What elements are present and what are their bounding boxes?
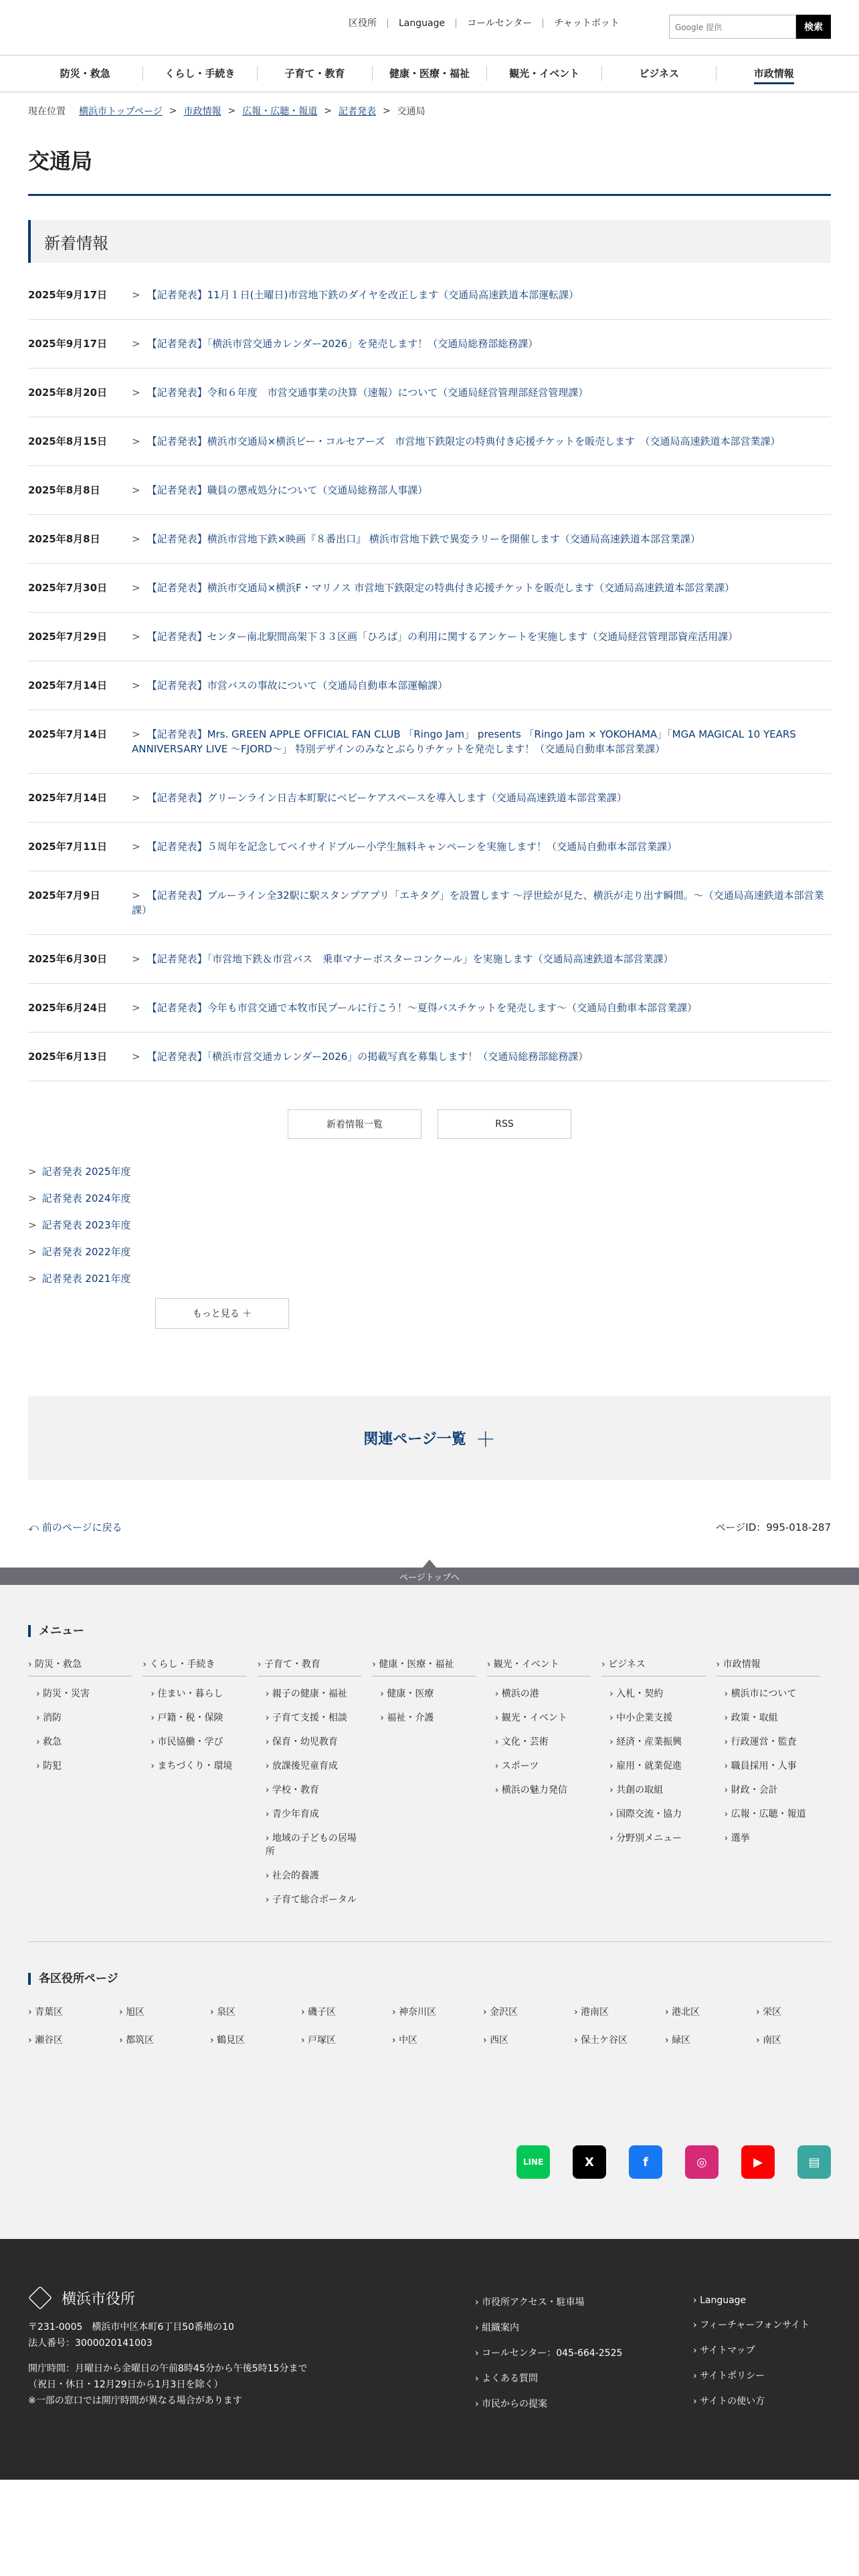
news-link[interactable]	[132, 336, 831, 351]
footer-menu-item[interactable]: › 分野別メニュー	[609, 1832, 705, 1845]
news-link[interactable]	[132, 288, 831, 302]
year-link-label: 記者発表 2021年度	[41, 1273, 131, 1285]
footer-menu-head[interactable]: › 市政情報	[717, 1657, 820, 1677]
footer-menu-column	[717, 1657, 831, 1907]
page-id: ページID：995-018-287	[715, 1521, 831, 1533]
news-link[interactable]	[132, 839, 831, 854]
news-date: 2025年7月14日	[28, 679, 108, 691]
footer-menu-column	[142, 1657, 257, 1907]
x-icon[interactable]: X	[573, 2145, 606, 2179]
news-row	[28, 417, 831, 466]
breadcrumb-label: 現在位置	[28, 106, 66, 117]
ward-link[interactable]: › 港北区	[665, 2005, 756, 2018]
footer-menu-item[interactable]: › 広報・広聴・報道	[725, 1808, 820, 1821]
arrow-icon: >	[132, 792, 140, 804]
footer-menu-item[interactable]: › 国際交流・協力	[609, 1808, 705, 1821]
news-row	[28, 368, 831, 417]
footer-menu-item[interactable]: › 防犯	[36, 1759, 132, 1773]
year-link[interactable]	[28, 1271, 831, 1285]
footer-menu-item[interactable]: › 健康・医療	[380, 1687, 476, 1701]
footer-menu-head[interactable]: › くらし・手続き	[142, 1657, 246, 1677]
news-date: 2025年6月24日	[28, 1002, 108, 1014]
back-bar	[28, 1520, 831, 1534]
footer-menu-head[interactable]: › ビジネス	[601, 1657, 705, 1677]
ward-link[interactable]: › 金沢区	[483, 2005, 574, 2018]
year-links	[28, 1164, 831, 1285]
footer-menu-item[interactable]: › 共創の取組	[609, 1784, 705, 1797]
news-row	[28, 271, 831, 320]
news-title: 【記者発表】Mrs. GREEN APPLE OFFICIAL FAN CLUB 「Ringo Jam」 presents 「Ringo Jam × YOKOHAMA」「MGA MAGICAL 10 YEARS ANNIVERSARY LIVE ～FJORD～」 特別デザインのみなとぶらりチケットを発売します！（交通局自動車本部営業課）	[132, 728, 796, 755]
news-row	[28, 613, 831, 661]
arrow-icon: >	[132, 484, 140, 496]
news-title: 【記者発表】令和６年度 市営交通事業の決算（速報）について（交通局経営管理部経営管理課）	[147, 387, 589, 399]
footer-links-2	[693, 2295, 809, 2420]
ward-link[interactable]: › 鶴見区	[210, 2033, 301, 2046]
breadcrumb-current: 交通局	[397, 106, 425, 117]
footer-menu-item[interactable]: › 地域の子どもの居場所	[266, 1832, 361, 1858]
news-row	[28, 564, 831, 613]
news-link[interactable]	[132, 434, 831, 449]
news-date: 2025年8月8日	[28, 484, 100, 496]
util-link-callcenter[interactable]: コールセンター	[456, 19, 543, 28]
news-row	[28, 661, 831, 710]
footer-menu-head[interactable]: › 子育て・教育	[258, 1657, 361, 1677]
footer-divider	[28, 1941, 831, 1942]
news-title: 【記者発表】今年も市営交通で本牧市民プールに行こう！～夏得バスチケットを発売します～（交通局自動車本部営業課）	[147, 1002, 698, 1014]
year-link[interactable]	[28, 1245, 831, 1259]
line-icon[interactable]: LINE	[516, 2145, 550, 2179]
search-placeholder: Google 提供	[675, 22, 723, 32]
footer-menu-item[interactable]: › 消防	[36, 1711, 132, 1725]
news-link[interactable]	[132, 1000, 831, 1015]
util-link-chatbot[interactable]: チャットボット	[543, 19, 630, 28]
news-date: 2025年9月17日	[28, 338, 108, 350]
year-link-label: 記者発表 2024年度	[41, 1192, 131, 1204]
ward-link[interactable]: › 戸塚区	[301, 2033, 392, 2046]
footer-link[interactable]: › サイトの使い方	[693, 2394, 809, 2407]
news-row	[28, 515, 831, 564]
plus-icon: ＋	[475, 1428, 496, 1452]
ward-link[interactable]: › 泉区	[210, 2005, 301, 2018]
global-nav	[0, 55, 859, 92]
news-index-button[interactable]: 新着情報一覧	[288, 1109, 421, 1139]
page-title: 交通局	[28, 144, 831, 196]
news-row	[28, 984, 831, 1033]
arrow-icon: >	[132, 582, 140, 594]
footer-menu-head[interactable]: › 防災・救急	[28, 1657, 132, 1677]
gnav-kurashi[interactable]: くらし・手続き	[142, 66, 258, 81]
ward-link[interactable]: › 旭区	[119, 2005, 210, 2018]
arrow-icon: >	[132, 1051, 140, 1063]
news-row	[28, 320, 831, 368]
ward-link[interactable]: › 青葉区	[28, 2005, 119, 2018]
footer-menu-item[interactable]: › スポーツ	[495, 1759, 591, 1773]
year-link[interactable]	[28, 1164, 831, 1178]
news-title: 【記者発表】「横浜市営交通カレンダー2026」の掲載写真を募集します！（交通局総務部総務課）	[147, 1051, 589, 1063]
sns-links	[28, 2145, 831, 2179]
news-list	[28, 271, 831, 1081]
footer-link[interactable]: › サイトポリシー	[693, 2369, 809, 2382]
arrow-icon: >	[132, 338, 140, 350]
news-title: 【記者発表】５周年を記念してベイサイドブルー小学生無料キャンペーンを実施します！（交通局自動車本部営業課）	[147, 841, 678, 853]
ward-link[interactable]: › 緑区	[665, 2033, 756, 2046]
footer-menu-head[interactable]: › 観光・イベント	[487, 1657, 591, 1677]
footer-menu-item[interactable]: › 防災・災害	[36, 1687, 132, 1701]
youtube-icon[interactable]: ▶	[741, 2145, 775, 2179]
footer-menu-item[interactable]: › 雇用・就業促進	[609, 1759, 705, 1773]
news-date: 2025年7月30日	[28, 582, 108, 594]
util-link-language[interactable]: Language	[387, 19, 456, 28]
arrow-icon: >	[132, 631, 140, 643]
footer-menu-item[interactable]: › 戸籍・税・保険	[151, 1711, 246, 1725]
news-row	[28, 466, 831, 515]
footer-menu-item[interactable]: › 市民協働・学び	[151, 1735, 246, 1749]
footer-menu-head[interactable]: › 健康・医療・福祉	[372, 1657, 476, 1677]
footer-menu-item[interactable]: › 中小企業支援	[609, 1711, 705, 1725]
news-title: 【記者発表】横浜市営地下鉄×映画『８番出口』 横浜市営地下鉄で異変ラリーを開催します（交通局高速鉄道本部営業課）	[147, 533, 700, 545]
footer-hours-1: 開庁時間：月曜日から金曜日の午前8時45分から午後5時15分まで	[28, 2363, 308, 2374]
ward-link[interactable]: › 南区	[756, 2033, 847, 2046]
breadcrumb-link-top[interactable]: 横浜市トップページ	[79, 106, 163, 117]
ward-link[interactable]: › 港南区	[574, 2005, 665, 2018]
ward-link[interactable]: › 中区	[392, 2033, 483, 2046]
footer-menu-area	[0, 1585, 859, 2239]
ward-heading: 各区役所ページ	[28, 1973, 831, 1985]
gnav-business[interactable]: ビジネス	[601, 66, 717, 81]
news-title: 【記者発表】11月１日(土曜日)市営地下鉄のダイヤを改正します（交通局高速鉄道本部運転課）	[147, 289, 579, 301]
site-footer	[0, 2239, 859, 2480]
news-buttons	[0, 1109, 859, 1139]
pagetop-area	[0, 1568, 859, 1585]
back-link[interactable]: ⤺ 前のページに戻る	[28, 1521, 122, 1533]
news-row	[28, 774, 831, 823]
footer-menu-item[interactable]: › 保育・幼児教育	[266, 1735, 361, 1749]
chevron-right-icon: >	[28, 1273, 37, 1285]
year-link-label: 記者発表 2025年度	[41, 1166, 131, 1178]
footer-menu-column	[28, 1657, 142, 1907]
footer-menu-item[interactable]: › 財政・会計	[725, 1784, 820, 1797]
news-title: 【記者発表】ブルーライン全32駅に駅スタンプアプリ「エキタグ」を設置します ～浮世絵が見た、横浜が走り出す瞬間。～（交通局高速鉄道本部営業課）	[132, 889, 824, 916]
news-link[interactable]	[132, 629, 831, 644]
footer-menu-item[interactable]: › 入札・契約	[609, 1687, 705, 1701]
news-title: 【記者発表】センター南北駅間高架下３３区画「ひろば」の利用に関するアンケートを実施します（交通局経営管理部資産活用課）	[147, 631, 739, 643]
site-header	[0, 0, 859, 55]
news-link[interactable]	[132, 1049, 831, 1064]
footer-menu-item[interactable]: › 子育て総合ポータル	[266, 1893, 361, 1907]
more-button[interactable]: もっと見る ＋	[155, 1298, 289, 1329]
news-link[interactable]	[132, 888, 831, 918]
chevron-right-icon: >	[28, 1246, 37, 1258]
footer-link[interactable]: › サイトマップ	[693, 2343, 809, 2357]
news-date: 2025年7月29日	[28, 631, 108, 643]
news-link[interactable]	[132, 678, 831, 693]
news-date: 2025年8月20日	[28, 387, 108, 399]
gnav-kenkou[interactable]: 健康・医療・福祉	[372, 66, 487, 81]
ward-grid	[28, 2005, 831, 2046]
year-link-label: 記者発表 2023年度	[41, 1219, 131, 1231]
news-link[interactable]	[132, 580, 831, 595]
arrow-icon: >	[132, 841, 140, 853]
news-link[interactable]	[132, 385, 831, 400]
news-link[interactable]	[132, 952, 831, 966]
arrow-icon: >	[132, 387, 140, 399]
news-date: 2025年7月9日	[28, 889, 100, 901]
related-label: 関連ページ一覧	[363, 1430, 466, 1448]
footer-links-1	[475, 2295, 622, 2422]
city-mark-icon	[28, 2286, 52, 2310]
news-row	[28, 871, 831, 935]
search-input[interactable]	[669, 15, 796, 39]
arrow-icon: >	[132, 289, 140, 301]
gnav-kosodate[interactable]: 子育て・教育	[257, 66, 372, 81]
footer-link[interactable]: › 組織案内	[475, 2321, 622, 2334]
site-logo[interactable]	[28, 13, 108, 40]
utility-links	[338, 19, 630, 28]
news-title: 【記者発表】横浜市交通局×横浜ビー・コルセアーズ 市営地下鉄限定の特典付き応援チケットを販売します （交通局高速鉄道本部営業課）	[147, 435, 781, 447]
footer-hours-2: （祝日・休日・12月29日から1月3日を除く）	[28, 2379, 223, 2390]
footer-menu-item[interactable]: › 住まい・暮らし	[151, 1687, 246, 1701]
year-link[interactable]	[28, 1191, 831, 1205]
news-link[interactable]	[132, 727, 831, 756]
news-link[interactable]	[132, 790, 831, 805]
arrow-icon: >	[132, 679, 140, 691]
news-link[interactable]	[132, 532, 831, 546]
news-title: 【記者発表】「横浜市営交通カレンダー2026」を発売します！（交通局総務部総務課）	[147, 338, 539, 350]
chevron-right-icon: >	[28, 1192, 37, 1204]
footer-menu-item[interactable]: › 選挙	[725, 1832, 820, 1845]
news-title: 【記者発表】横浜市交通局×横浜F・マリノス 市営地下鉄限定の特典付き応援チケットを販売します（交通局高速鉄道本部営業課）	[147, 582, 735, 594]
footer-address: 〒231-0005 横浜市中区本町6丁目50番地の10	[28, 2322, 234, 2333]
footer-menu-item[interactable]: › 観光・イベント	[495, 1711, 591, 1725]
news-date: 2025年9月17日	[28, 289, 108, 301]
chevron-right-icon: >	[28, 1219, 37, 1231]
footer-menu-item[interactable]: › 横浜市について	[725, 1687, 820, 1701]
util-link-ward[interactable]: 区役所	[349, 18, 377, 29]
footer-menu-item[interactable]: › 職員採用・人事	[725, 1759, 820, 1773]
footer-menu-item[interactable]: › 横浜の港	[495, 1687, 591, 1701]
gnav-shisei[interactable]: 市政情報	[716, 66, 831, 81]
footer-menu-item[interactable]: › 文化・芸術	[495, 1735, 591, 1749]
news-row	[28, 1033, 831, 1081]
footer-menu-column	[601, 1657, 716, 1907]
ward-link[interactable]: › 都筑区	[119, 2033, 210, 2046]
back-icon: ⤺	[28, 1521, 42, 1533]
footer-menu-item[interactable]: › 子育て支援・相談	[266, 1711, 361, 1725]
instagram-icon[interactable]: ◎	[685, 2145, 719, 2179]
year-link-label: 記者発表 2022年度	[41, 1246, 131, 1258]
footer-link[interactable]: › よくある質問	[475, 2371, 622, 2385]
arrow-icon: >	[132, 728, 140, 740]
footer-menu-column	[372, 1657, 486, 1907]
footer-link[interactable]: › 市民からの提案	[475, 2397, 622, 2410]
news-title: 【記者発表】職員の懲戒処分について（交通局総務部人事課）	[147, 484, 428, 496]
search-button[interactable]: 検索	[796, 15, 831, 39]
footer-menu-grid	[28, 1657, 831, 1907]
rss-button[interactable]: RSS	[438, 1109, 571, 1139]
news-date: 2025年8月8日	[28, 533, 100, 545]
news-title: 【記者発表】グリーンライン日吉本町駅にベビーケアスペースを導入します（交通局高速鉄道本部営業課）	[147, 792, 627, 804]
news-row	[28, 935, 831, 984]
footer-menu-item[interactable]: › まちづくり・環境	[151, 1759, 246, 1773]
footer-link[interactable]: › 市役所アクセス・駐車場	[475, 2295, 622, 2309]
footer-corp-no: 法人番号：3000020141003	[28, 2338, 153, 2349]
news-date: 2025年6月13日	[28, 1051, 108, 1063]
arrow-icon: >	[132, 1002, 140, 1014]
pagetop-arrow-icon	[423, 1560, 436, 1568]
news-title: 【記者発表】市営バスの事故について（交通局自動車本部運輸課）	[147, 679, 448, 691]
footer-city-name: 横浜市役所	[62, 2290, 136, 2308]
gnav-kankou[interactable]: 観光・イベント	[486, 66, 601, 81]
ward-link[interactable]: › 磯子区	[301, 2005, 392, 2018]
footer-link[interactable]: › コールセンター：045-664-2525	[475, 2346, 622, 2359]
arrow-icon: >	[132, 435, 140, 447]
arrow-icon: >	[132, 533, 140, 545]
news-title: 【記者発表】「市営地下鉄＆市営バス 乗車マナーポスターコンクール」を実施します（交通局高速鉄道本部営業課）	[147, 953, 674, 965]
footer-menu-item[interactable]: › 救急	[36, 1735, 132, 1749]
news-heading: 新着情報	[28, 220, 831, 263]
breadcrumb: 現在位置 横浜市トップページ > 市政情報 > 広報・広聴・報道 > 記者発表 > 交通局	[28, 106, 425, 117]
chevron-right-icon: >	[28, 1166, 37, 1178]
news-icon[interactable]: ▤	[797, 2145, 831, 2179]
footer-menu-item[interactable]: › 行政運営・監査	[725, 1735, 820, 1749]
footer-menu-item[interactable]: › 経済・産業振興	[609, 1735, 705, 1749]
news-date: 2025年8月15日	[28, 435, 108, 447]
breadcrumb-link-shisei[interactable]: 市政情報	[183, 106, 221, 117]
footer-menu-column	[487, 1657, 601, 1907]
news-date: 2025年7月11日	[28, 841, 108, 853]
news-date: 2025年7月14日	[28, 792, 108, 804]
footer-menu-item[interactable]: › 政策・取組	[725, 1711, 820, 1725]
footer-menu-heading: メニュー	[28, 1625, 831, 1637]
year-link[interactable]	[28, 1218, 831, 1232]
arrow-icon: >	[132, 953, 140, 965]
footer-menu-item[interactable]: › 放課後児童育成	[266, 1759, 361, 1773]
footer-menu-item[interactable]: › 社会的養護	[266, 1869, 361, 1883]
facebook-icon[interactable]: f	[629, 2145, 662, 2179]
ward-link[interactable]: › 西区	[483, 2033, 574, 2046]
gnav-bousai[interactable]: 防災・救急	[60, 68, 110, 80]
news-row	[28, 710, 831, 774]
footer-link[interactable]: › Language	[693, 2295, 809, 2306]
ward-link[interactable]: › 神奈川区	[392, 2005, 483, 2018]
footer-menu-item[interactable]: › 親子の健康・福祉	[266, 1687, 361, 1701]
footer-menu-item[interactable]: › 青少年育成	[266, 1808, 361, 1821]
footer-link[interactable]: › フィーチャーフォンサイト	[693, 2318, 809, 2331]
footer-hours-3: ※一部の窓口では開庁時間が異なる場合があります	[28, 2395, 242, 2406]
breadcrumb-link-kisha[interactable]: 記者発表	[338, 106, 376, 117]
ward-link[interactable]: › 瀬谷区	[28, 2033, 119, 2046]
footer-menu-item[interactable]: › 福祉・介護	[380, 1711, 476, 1725]
related-pages-toggle[interactable]	[28, 1396, 831, 1480]
arrow-icon: >	[132, 889, 140, 901]
footer-menu-column	[258, 1657, 372, 1907]
ward-link[interactable]: › 保土ケ谷区	[574, 2033, 665, 2046]
news-link[interactable]	[132, 483, 831, 498]
news-date: 2025年6月30日	[28, 953, 108, 965]
pagetop-button[interactable]: ページトップへ	[0, 1568, 859, 1585]
footer-menu-item[interactable]: › 横浜の魅力発信	[495, 1784, 591, 1797]
breadcrumb-link-kouhou[interactable]: 広報・広聴・報道	[242, 106, 318, 117]
news-row	[28, 823, 831, 871]
footer-menu-item[interactable]: › 学校・教育	[266, 1784, 361, 1797]
news-date: 2025年7月14日	[28, 728, 108, 740]
ward-link[interactable]: › 栄区	[756, 2005, 847, 2018]
